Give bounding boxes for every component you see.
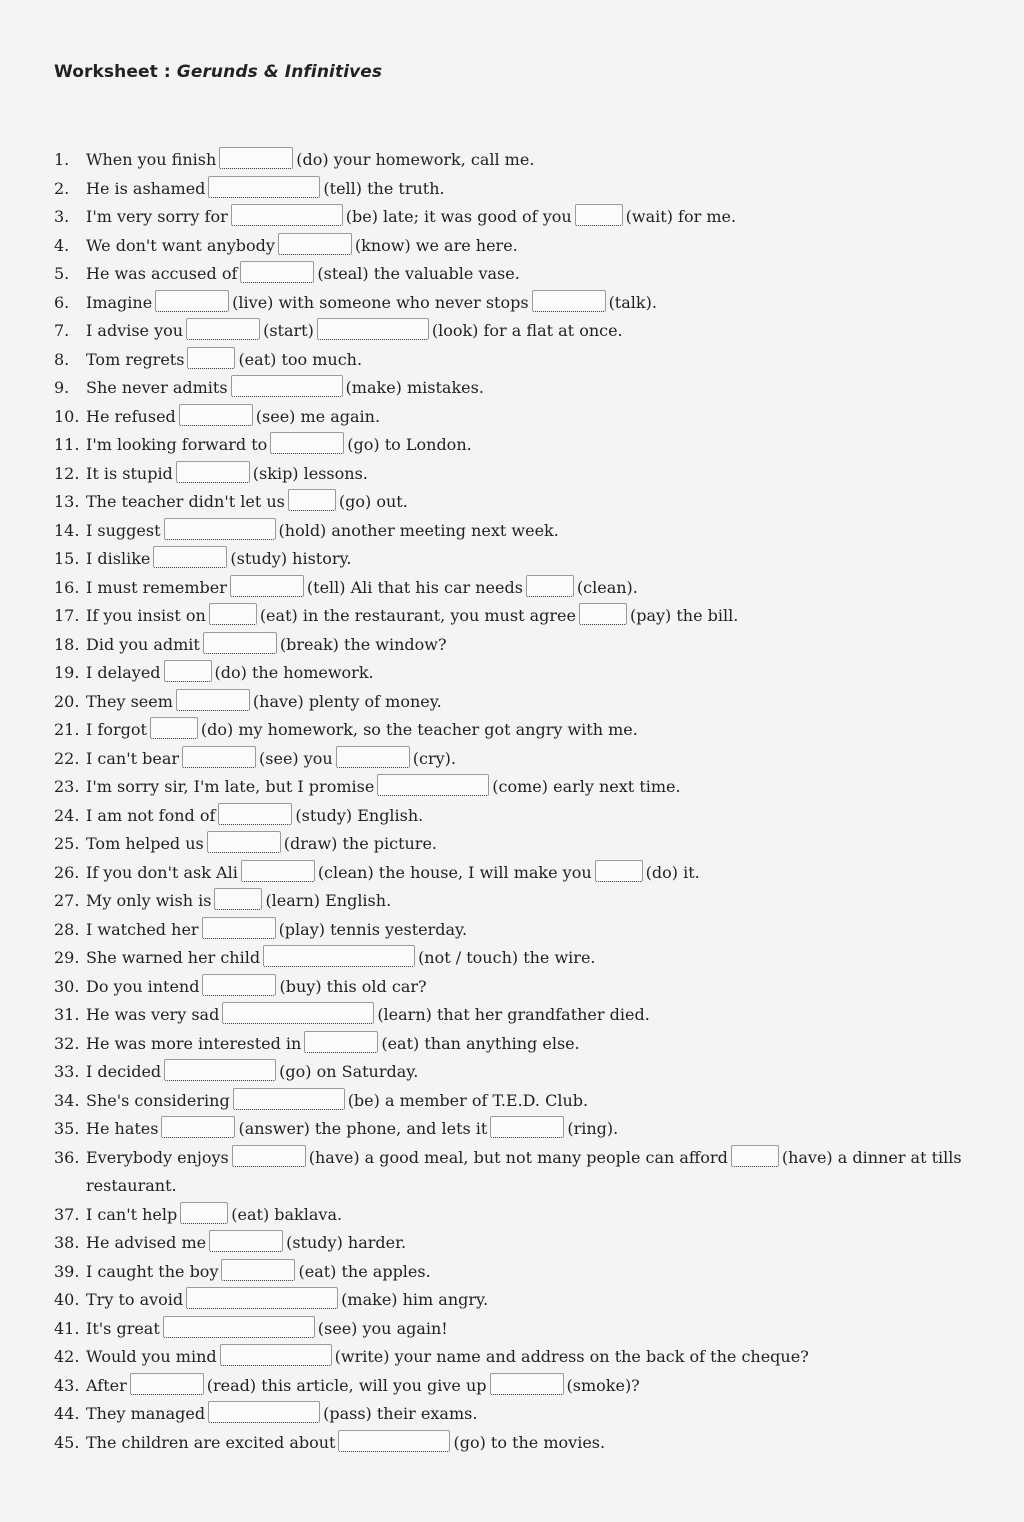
exercise-sentence [86, 260, 1004, 289]
sentence-segment: The teacher didn't let us [86, 492, 285, 511]
exercise-list [54, 146, 1004, 1457]
exercise-number: 38. [54, 1233, 80, 1252]
answer-blank[interactable] [202, 917, 276, 939]
exercise-sentence [86, 146, 1004, 175]
exercise-item-30 [54, 973, 1004, 1002]
exercise-item-40 [54, 1286, 1004, 1315]
sentence-segment: They seem [86, 691, 173, 711]
exercise-item-22 [54, 745, 1004, 774]
exercise-item-18 [54, 631, 1004, 660]
sentence-segment: (study) harder. [286, 1233, 407, 1252]
sentence-segment: She's considering [86, 1090, 230, 1110]
exercise-sentence [86, 745, 1004, 774]
answer-blank[interactable] [575, 204, 623, 226]
answer-blank[interactable] [180, 1202, 228, 1224]
sentence-segment: He advised me [86, 1233, 207, 1252]
sentence-segment: (break) the window? [279, 634, 447, 654]
answer-blank[interactable] [179, 404, 253, 426]
sentence-segment: I forgot [86, 720, 147, 739]
exercise-number: 12. [54, 463, 80, 483]
exercise-item-25 [54, 830, 1004, 859]
sentence-segment: Did you admit [86, 634, 200, 654]
exercise-item-13 [54, 488, 1004, 517]
exercise-sentence [86, 460, 1004, 489]
exercise-item-35 [54, 1115, 1004, 1144]
exercise-number: 4. [54, 235, 70, 255]
sentence-segment: (draw) the picture. [283, 834, 438, 853]
exercise-number: 9. [54, 378, 70, 397]
exercise-number: 20. [54, 691, 80, 711]
sentence-segment: (pay) the bill. [629, 606, 739, 625]
answer-blank[interactable] [203, 632, 277, 654]
exercise-number: 22. [54, 748, 80, 768]
exercise-item-45 [54, 1429, 1004, 1458]
exercise-sentence [86, 574, 1004, 603]
sentence-segment: (make) him angry. [341, 1290, 489, 1309]
sentence-segment: He is ashamed [86, 178, 206, 198]
answer-blank[interactable] [595, 860, 643, 882]
exercise-sentence [86, 716, 1004, 745]
sentence-segment: (see) you [259, 748, 333, 768]
exercise-sentence [86, 1286, 1004, 1315]
sentence-segment: Try to avoid [86, 1290, 184, 1309]
answer-blank[interactable] [155, 290, 229, 312]
answer-blank[interactable] [208, 1401, 320, 1423]
exercise-number: 7. [54, 321, 70, 340]
exercise-item-31 [54, 1001, 1004, 1030]
sentence-segment: (have) a dinner at tills restaurant. [86, 1147, 962, 1195]
sentence-segment: Do you intend [86, 976, 200, 996]
sentence-segment: (learn) that her grandfather died. [377, 1005, 650, 1024]
answer-blank[interactable] [153, 546, 227, 568]
answer-blank[interactable] [240, 261, 314, 283]
sentence-segment: Tom regrets [86, 349, 185, 369]
answer-blank[interactable] [220, 1344, 332, 1366]
exercise-sentence [86, 1087, 1004, 1116]
sentence-segment: (go) to the movies. [453, 1432, 606, 1452]
sentence-segment: The children are excited about [86, 1432, 336, 1452]
exercise-number: 14. [54, 520, 80, 540]
exercise-number: 43. [54, 1375, 80, 1395]
exercise-number: 26. [54, 862, 80, 882]
exercise-sentence [86, 802, 1004, 831]
exercise-sentence [86, 1372, 1004, 1401]
exercise-item-5 [54, 260, 1004, 289]
exercise-item-7 [54, 317, 1004, 346]
exercise-sentence [86, 403, 1004, 432]
exercise-number: 45. [54, 1432, 80, 1452]
sentence-segment: (eat) the apples. [298, 1261, 431, 1281]
exercise-sentence [86, 1315, 1004, 1344]
exercise-sentence [86, 830, 1004, 859]
answer-blank[interactable] [233, 1088, 345, 1110]
exercise-number: 40. [54, 1290, 80, 1309]
sentence-segment: (come) early next time. [492, 777, 681, 796]
sentence-segment: They managed [86, 1404, 206, 1423]
exercise-sentence [86, 232, 1004, 261]
exercise-number: 8. [54, 349, 70, 369]
sentence-segment: (buy) this old car? [279, 976, 427, 996]
title-topic: Gerunds & Infinitives [176, 62, 383, 82]
exercise-sentence [86, 1229, 1004, 1258]
exercise-number: 17. [54, 606, 80, 625]
answer-blank[interactable] [161, 1116, 235, 1138]
exercise-number: 41. [54, 1318, 80, 1338]
sentence-segment: (be) a member of T.E.D. Club. [347, 1090, 589, 1110]
sentence-segment: (make) mistakes. [345, 378, 484, 397]
answer-blank[interactable] [278, 233, 352, 255]
sentence-segment: I caught the boy [86, 1261, 219, 1281]
sentence-segment: It is stupid [86, 463, 173, 483]
exercise-number: 11. [54, 435, 80, 454]
sentence-segment: (smoke)? [566, 1375, 640, 1395]
exercise-item-32 [54, 1030, 1004, 1059]
exercise-number: 16. [54, 577, 80, 597]
sentence-segment: (study) English. [295, 805, 424, 825]
sentence-segment: He was very sad [86, 1005, 220, 1024]
sentence-segment: (eat) in the restaurant, you must agree [259, 606, 576, 625]
answer-blank[interactable] [222, 1002, 374, 1024]
exercise-number: 42. [54, 1347, 80, 1366]
sentence-segment: (go) on Saturday. [279, 1062, 419, 1081]
answer-blank[interactable] [270, 432, 344, 454]
answer-blank[interactable] [317, 318, 429, 340]
exercise-item-24 [54, 802, 1004, 831]
exercise-sentence [86, 602, 1004, 631]
sentence-segment: (go) out. [338, 492, 408, 511]
answer-blank[interactable] [532, 290, 606, 312]
sentence-segment: (eat) than anything else. [381, 1033, 580, 1053]
exercise-item-3 [54, 203, 1004, 232]
answer-blank[interactable] [490, 1116, 564, 1138]
sentence-segment: (study) history. [230, 549, 352, 568]
sentence-segment: (learn) English. [265, 891, 392, 910]
exercise-number: 34. [54, 1090, 80, 1110]
sentence-segment: (do) my homework, so the teacher got angry with me. [200, 720, 638, 739]
answer-blank[interactable] [731, 1145, 779, 1167]
exercise-sentence [86, 1144, 1004, 1201]
exercise-item-6 [54, 289, 1004, 318]
sentence-segment: I suggest [86, 520, 161, 540]
sentence-segment: If you insist on [86, 606, 206, 625]
sentence-segment: I watched her [86, 919, 199, 939]
exercise-sentence [86, 1429, 1004, 1458]
exercise-sentence [86, 773, 1004, 802]
exercise-item-2 [54, 175, 1004, 204]
sentence-segment: We don't want anybody [86, 235, 275, 255]
exercise-number: 5. [54, 264, 70, 283]
answer-blank[interactable] [221, 1259, 295, 1281]
exercise-number: 23. [54, 777, 80, 796]
sentence-segment: (write) your name and address on the back of the cheque? [334, 1347, 809, 1366]
exercise-number: 36. [54, 1147, 80, 1167]
exercise-sentence [86, 317, 1004, 346]
sentence-segment: I delayed [86, 663, 161, 682]
exercise-number: 27. [54, 891, 80, 910]
exercise-sentence [86, 289, 1004, 318]
exercise-sentence [86, 203, 1004, 232]
sentence-segment: Would you mind [86, 1347, 217, 1366]
exercise-number: 29. [54, 948, 80, 967]
sentence-segment: He was accused of [86, 264, 238, 283]
answer-blank[interactable] [231, 204, 343, 226]
exercise-item-38 [54, 1229, 1004, 1258]
sentence-segment: After [86, 1375, 127, 1395]
exercise-number: 28. [54, 919, 80, 939]
exercise-number: 21. [54, 720, 80, 739]
exercise-item-11 [54, 431, 1004, 460]
exercise-sentence [86, 973, 1004, 1002]
exercise-number: 6. [54, 292, 70, 312]
exercise-number: 44. [54, 1404, 80, 1423]
sentence-segment: (do) your homework, call me. [296, 150, 535, 169]
answer-blank[interactable] [207, 831, 281, 853]
answer-blank[interactable] [231, 375, 343, 397]
answer-blank[interactable] [241, 860, 315, 882]
sentence-segment: (clean) the house, I will make you [317, 862, 592, 882]
exercise-sentence [86, 431, 1004, 460]
exercise-sentence [86, 659, 1004, 688]
title-prefix: Worksheet : [54, 62, 177, 82]
exercise-item-27 [54, 887, 1004, 916]
answer-blank[interactable] [214, 888, 262, 910]
exercise-sentence [86, 1343, 1004, 1372]
answer-blank[interactable] [218, 803, 292, 825]
sentence-segment: (go) to London. [347, 435, 472, 454]
answer-blank[interactable] [182, 746, 256, 768]
exercise-item-14 [54, 517, 1004, 546]
sentence-segment: When you finish [86, 150, 217, 169]
exercise-number: 30. [54, 976, 80, 996]
exercise-item-34 [54, 1087, 1004, 1116]
answer-blank[interactable] [219, 147, 293, 169]
answer-blank[interactable] [288, 489, 336, 511]
sentence-segment: Imagine [86, 292, 153, 312]
exercise-item-21 [54, 716, 1004, 745]
exercise-number: 18. [54, 634, 80, 654]
sentence-segment: He hates [86, 1119, 159, 1138]
answer-blank[interactable] [176, 461, 250, 483]
sentence-segment: (tell) the truth. [323, 178, 445, 198]
sentence-segment: Tom helped us [86, 834, 204, 853]
answer-blank[interactable] [164, 1059, 276, 1081]
sentence-segment: (live) with someone who never stops [232, 292, 529, 312]
exercise-sentence [86, 346, 1004, 375]
exercise-item-43 [54, 1372, 1004, 1401]
sentence-segment: (eat) baklava. [231, 1204, 343, 1224]
sentence-segment: I'm sorry sir, I'm late, but I promise [86, 777, 375, 796]
exercise-item-17 [54, 602, 1004, 631]
exercise-number: 33. [54, 1062, 80, 1081]
exercise-sentence [86, 887, 1004, 916]
exercise-sentence [86, 1201, 1004, 1230]
answer-blank[interactable] [208, 176, 320, 198]
exercise-sentence [86, 545, 1004, 574]
sentence-segment: (do) it. [645, 862, 700, 882]
exercise-item-33 [54, 1058, 1004, 1087]
sentence-segment: (know) we are here. [354, 235, 518, 255]
sentence-segment: I decided [86, 1062, 162, 1081]
exercise-number: 32. [54, 1033, 80, 1053]
answer-blank[interactable] [164, 518, 276, 540]
exercise-sentence [86, 1001, 1004, 1030]
sentence-segment: I can't help [86, 1204, 178, 1224]
exercise-item-39 [54, 1258, 1004, 1287]
answer-blank[interactable] [579, 603, 627, 625]
sentence-segment: (have) a good meal, but not many people can afford [308, 1147, 728, 1167]
answer-blank[interactable] [186, 318, 260, 340]
exercise-item-16 [54, 574, 1004, 603]
sentence-segment: (read) this article, will you give up [206, 1375, 487, 1395]
sentence-segment: (not / touch) the wire. [418, 948, 596, 967]
sentence-segment: (answer) the phone, and lets it [238, 1119, 488, 1138]
exercise-sentence [86, 488, 1004, 517]
answer-blank[interactable] [526, 575, 574, 597]
sentence-segment: (have) plenty of money. [252, 691, 442, 711]
exercise-item-28 [54, 916, 1004, 945]
sentence-segment: (be) late; it was good of you [345, 207, 572, 226]
answer-blank[interactable] [336, 746, 410, 768]
answer-blank[interactable] [186, 1287, 338, 1309]
sentence-segment: (see) me again. [255, 406, 381, 426]
exercise-number: 25. [54, 834, 80, 853]
answer-blank[interactable] [163, 1316, 315, 1338]
answer-blank[interactable] [338, 1430, 450, 1452]
exercise-sentence [86, 1258, 1004, 1287]
exercise-sentence [86, 374, 1004, 403]
exercise-number: 13. [54, 492, 80, 511]
sentence-segment: I advise you [86, 321, 184, 340]
exercise-number: 31. [54, 1005, 80, 1024]
exercise-sentence [86, 916, 1004, 945]
exercise-item-4 [54, 232, 1004, 261]
exercise-item-26 [54, 859, 1004, 888]
sentence-segment: (talk). [608, 292, 657, 312]
sentence-segment: I am not fond of [86, 805, 216, 825]
sentence-segment: (look) for a flat at once. [431, 321, 623, 340]
exercise-item-44 [54, 1400, 1004, 1429]
exercise-item-9 [54, 374, 1004, 403]
worksheet-title [54, 62, 1004, 82]
sentence-segment: (do) the homework. [214, 663, 374, 682]
sentence-segment: (ring). [567, 1119, 619, 1138]
sentence-segment: I must remember [86, 577, 227, 597]
sentence-segment: (tell) Ali that his car needs [306, 577, 523, 597]
exercise-sentence [86, 944, 1004, 973]
exercise-number: 1. [54, 150, 70, 169]
exercise-number: 15. [54, 549, 80, 568]
exercise-item-1 [54, 146, 1004, 175]
exercise-number: 10. [54, 406, 80, 426]
answer-blank[interactable] [187, 347, 235, 369]
exercise-item-10 [54, 403, 1004, 432]
exercise-number: 39. [54, 1261, 80, 1281]
sentence-segment: (steal) the valuable vase. [317, 264, 520, 283]
answer-blank[interactable] [263, 945, 415, 967]
exercise-item-20 [54, 688, 1004, 717]
exercise-item-36 [54, 1144, 1004, 1201]
answer-blank[interactable] [490, 1373, 564, 1395]
exercise-number: 24. [54, 805, 80, 825]
exercise-sentence [86, 1058, 1004, 1087]
answer-blank[interactable] [230, 575, 304, 597]
answer-blank[interactable] [209, 1230, 283, 1252]
exercise-number: 37. [54, 1204, 80, 1224]
sentence-segment: She never admits [86, 378, 228, 397]
answer-blank[interactable] [304, 1031, 378, 1053]
answer-blank[interactable] [232, 1145, 306, 1167]
exercise-number: 35. [54, 1119, 80, 1138]
sentence-segment: I'm looking forward to [86, 435, 268, 454]
exercise-item-23 [54, 773, 1004, 802]
answer-blank[interactable] [377, 774, 489, 796]
sentence-segment: (cry). [412, 748, 456, 768]
answer-blank[interactable] [164, 660, 212, 682]
exercise-sentence [86, 1030, 1004, 1059]
sentence-segment: I can't bear [86, 748, 180, 768]
exercise-item-42 [54, 1343, 1004, 1372]
sentence-segment: My only wish is [86, 891, 212, 910]
sentence-segment: (wait) for me. [625, 207, 737, 226]
answer-blank[interactable] [176, 689, 250, 711]
sentence-segment: If you don't ask Ali [86, 862, 238, 882]
exercise-item-8 [54, 346, 1004, 375]
exercise-sentence [86, 1115, 1004, 1144]
sentence-segment: He was more interested in [86, 1033, 302, 1053]
exercise-item-37 [54, 1201, 1004, 1230]
exercise-item-15 [54, 545, 1004, 574]
exercise-item-12 [54, 460, 1004, 489]
sentence-segment: (hold) another meeting next week. [278, 520, 559, 540]
sentence-segment: (see) you again! [317, 1318, 448, 1338]
exercise-item-41 [54, 1315, 1004, 1344]
answer-blank[interactable] [130, 1373, 204, 1395]
answer-blank[interactable] [150, 717, 198, 739]
exercise-sentence [86, 688, 1004, 717]
exercise-number: 2. [54, 178, 70, 198]
exercise-sentence [86, 1400, 1004, 1429]
sentence-segment: She warned her child [86, 948, 261, 967]
answer-blank[interactable] [209, 603, 257, 625]
exercise-item-19 [54, 659, 1004, 688]
exercise-sentence [86, 175, 1004, 204]
sentence-segment: (clean). [576, 577, 638, 597]
sentence-segment: (play) tennis yesterday. [278, 919, 468, 939]
sentence-segment: I'm very sorry for [86, 207, 228, 226]
sentence-segment: (start) [263, 321, 314, 340]
sentence-segment: He refused [86, 406, 176, 426]
sentence-segment: (eat) too much. [238, 349, 363, 369]
sentence-segment: Everybody enjoys [86, 1147, 229, 1167]
exercise-number: 19. [54, 663, 80, 682]
exercise-sentence [86, 517, 1004, 546]
sentence-segment: I dislike [86, 549, 151, 568]
exercise-sentence [86, 631, 1004, 660]
sentence-segment: (pass) their exams. [323, 1404, 478, 1423]
exercise-number: 3. [54, 207, 70, 226]
exercise-item-29 [54, 944, 1004, 973]
exercise-sentence [86, 859, 1004, 888]
sentence-segment: (skip) lessons. [252, 463, 368, 483]
answer-blank[interactable] [202, 974, 276, 996]
sentence-segment: It's great [86, 1318, 160, 1338]
